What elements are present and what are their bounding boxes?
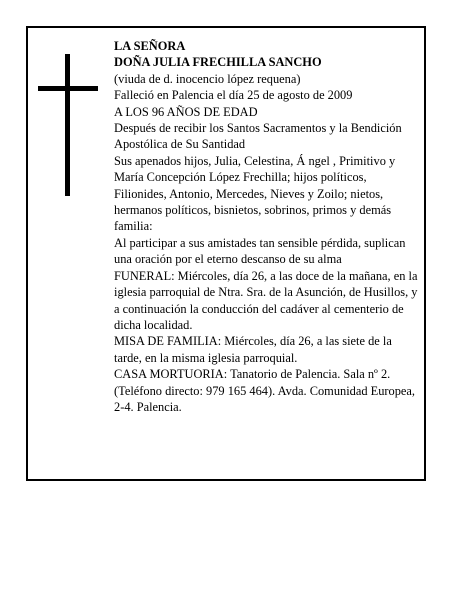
family-paragraph: Sus apenados hijos, Julia, Celestina, Á ngel , Primitivo y María Concepción López Frechilla; hijos políticos, Filionides, Antonio, Mercedes, Nieves y Zoilo; nietos, hermanos políticos, bisnietos, sobrinos, primos y demás familia:: [114, 153, 396, 234]
request-paragraph: Al participar a sus amistades tan sensible pérdida, suplican una oración por el eterno descanso de su alma: [114, 235, 406, 267]
cross-icon: [38, 54, 98, 196]
family-mass-paragraph: MISA DE FAMILIA: Miércoles, día 26, a las siete de la tarde, en la misma iglesia parroquial.: [114, 334, 392, 365]
cross-vertical-bar: [65, 54, 70, 196]
sacraments-paragraph: Después de recibir los Santos Sacramentos y la Bendición Apostólica de Su Santidad: [114, 121, 402, 152]
widow-of: (viuda de d. inocencio lópez requena): [114, 71, 301, 86]
mortuary-paragraph: CASA MORTUORIA: Tanatorio de Palencia. Sala nº 2. (Teléfono directo: 979 165 464). Avda. Comunidad Europea, 2-4. Palencia.: [114, 367, 416, 414]
obituary-text: [114, 38, 420, 415]
cross-horizontal-bar: [38, 86, 98, 91]
title-honorific: LA SEÑORA: [114, 39, 186, 53]
funeral-paragraph: FUNERAL: Miércoles, día 26, a las doce de la mañana, en la iglesia parroquial de Ntra. Sra. de la Asunción, de Husillos, y a continuación la conducción del cadáver al cementerio de dicha localidad.: [114, 268, 418, 332]
deceased-name: DOÑA JULIA FRECHILLA SANCHO: [114, 55, 322, 70]
age-at-death: A LOS 96 AÑOS DE EDAD: [114, 104, 258, 119]
death-info: Falleció en Palencia el día 25 de agosto de 2009: [114, 88, 353, 103]
